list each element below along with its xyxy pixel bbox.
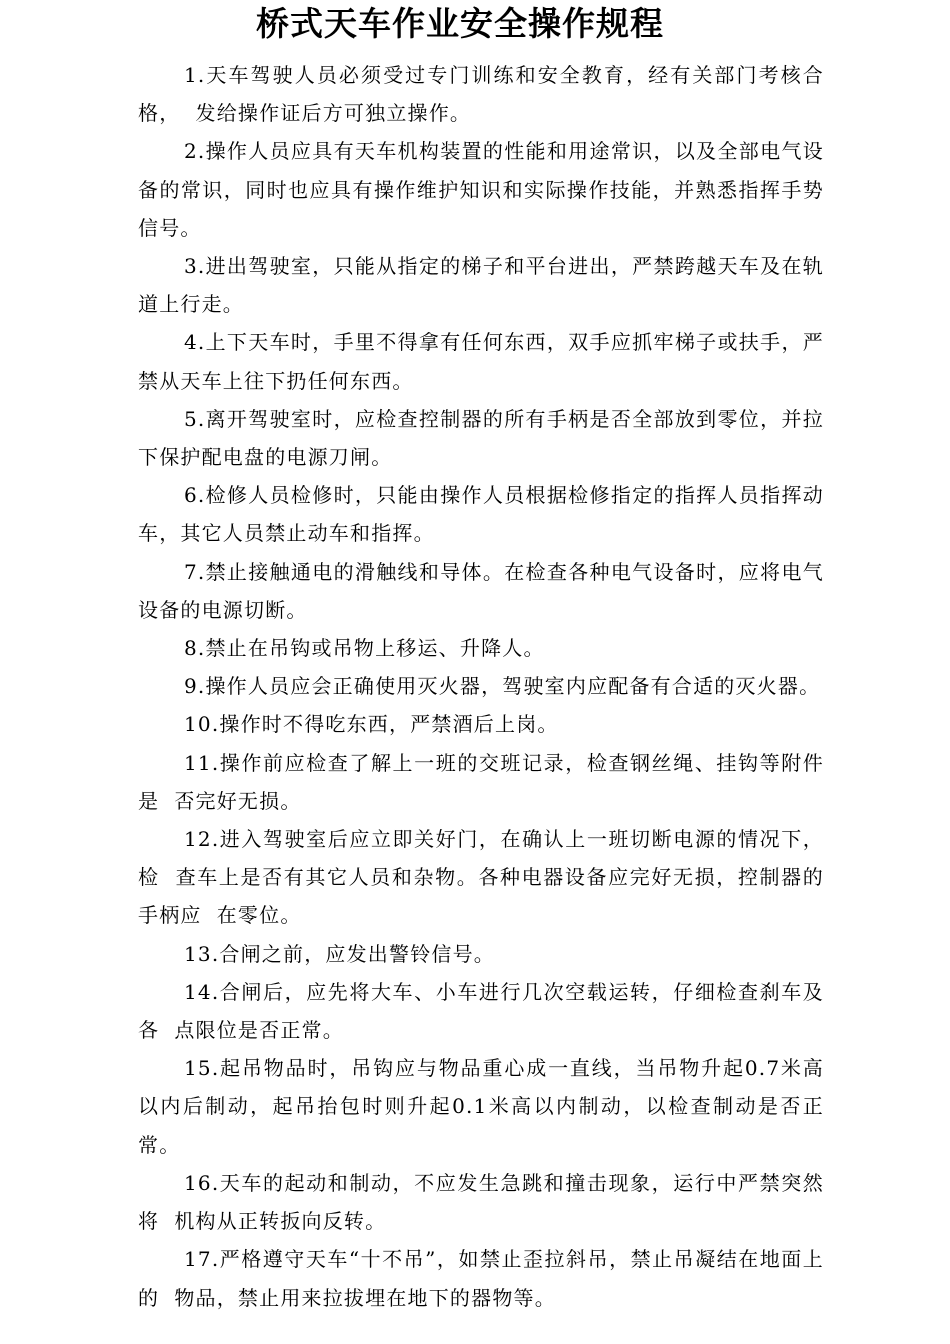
clause-14: 14.合闸后，应先将大车、小车进行几次空载运转，仔细检查刹车及各 点限位是否正常。 <box>138 979 824 1043</box>
clause-16: 16.天车的起动和制动，不应发生急跳和撞击现象，运行中严禁突然将 机构从正转扳向反转。 <box>138 1170 824 1234</box>
clause-12: 12.进入驾驶室后应立即关好门，在确认上一班切断电源的情况下，检 查车上是否有其它人员和杂物。各种电器设备应完好无损，控制器的手柄应 在零位。 <box>138 827 824 928</box>
clause-3: 3.进出驾驶室，只能从指定的梯子和平台进出，严禁跨越天车及在轨 道上行走。 <box>138 254 840 317</box>
clause-7: 7.禁止接触通电的滑触线和导体。在检查各种电气设备时，应将电气 设备的电源切断。 <box>138 559 840 622</box>
clause-6: 6.检修人员检修时，只能由操作人员根据检修指定的指挥人员指挥动 车，其它人员禁止动车和指挥。 <box>138 483 840 546</box>
clause-2: 2.操作人员应具有天车机构装置的性能和用途常识，以及全部电气设 备的常识，同时也应具有操作维护知识和实际操作技能，并熟悉指挥手势信号。 <box>138 139 840 240</box>
document-title: 桥式天车作业安全操作规程 <box>256 4 664 43</box>
clause-4: 4.上下天车时，手里不得拿有任何东西，双手应抓牢梯子或扶手，严 禁从天车上往下扔任何东西。 <box>138 330 840 393</box>
clause-5: 5.离开驾驶室时，应检查控制器的所有手柄是否全部放到零位，并拉 下保护配电盘的电源刀闸。 <box>138 406 840 470</box>
clause-1: 1.天车驾驶人员必须受过专门训练和安全教育，经有关部门考核合格， 发给操作证后方可独立操作。 <box>138 63 824 126</box>
clause-10: 10.操作时不得吃东西，严禁酒后上岗。 <box>184 712 559 737</box>
clause-17: 17.严格遵守天车“十不吊”，如禁止歪拉斜吊，禁止吊凝结在地面上的 物品，禁止用来拉拔埋在地下的器物等。 <box>138 1247 824 1310</box>
clause-8: 8.禁止在吊钩或吊物上移运、升降人。 <box>184 636 545 661</box>
clause-11: 11.操作前应检查了解上一班的交班记录，检查钢丝绳、挂钩等附件是 否完好无损。 <box>138 750 824 813</box>
clause-9: 9.操作人员应会正确使用灭火器，驾驶室内应配备有合适的灭火器。 <box>184 674 821 699</box>
clause-15: 15.起吊物品时，吊钩应与物品重心成一直线，当吊物升起0.7米高以内后制动，起吊抬包时则升起0.1米高以内制动，以检查制动是否正常。 <box>138 1056 824 1157</box>
document-body <box>138 56 840 1317</box>
clause-13: 13.合闸之前，应发出警铃信号。 <box>184 941 496 966</box>
